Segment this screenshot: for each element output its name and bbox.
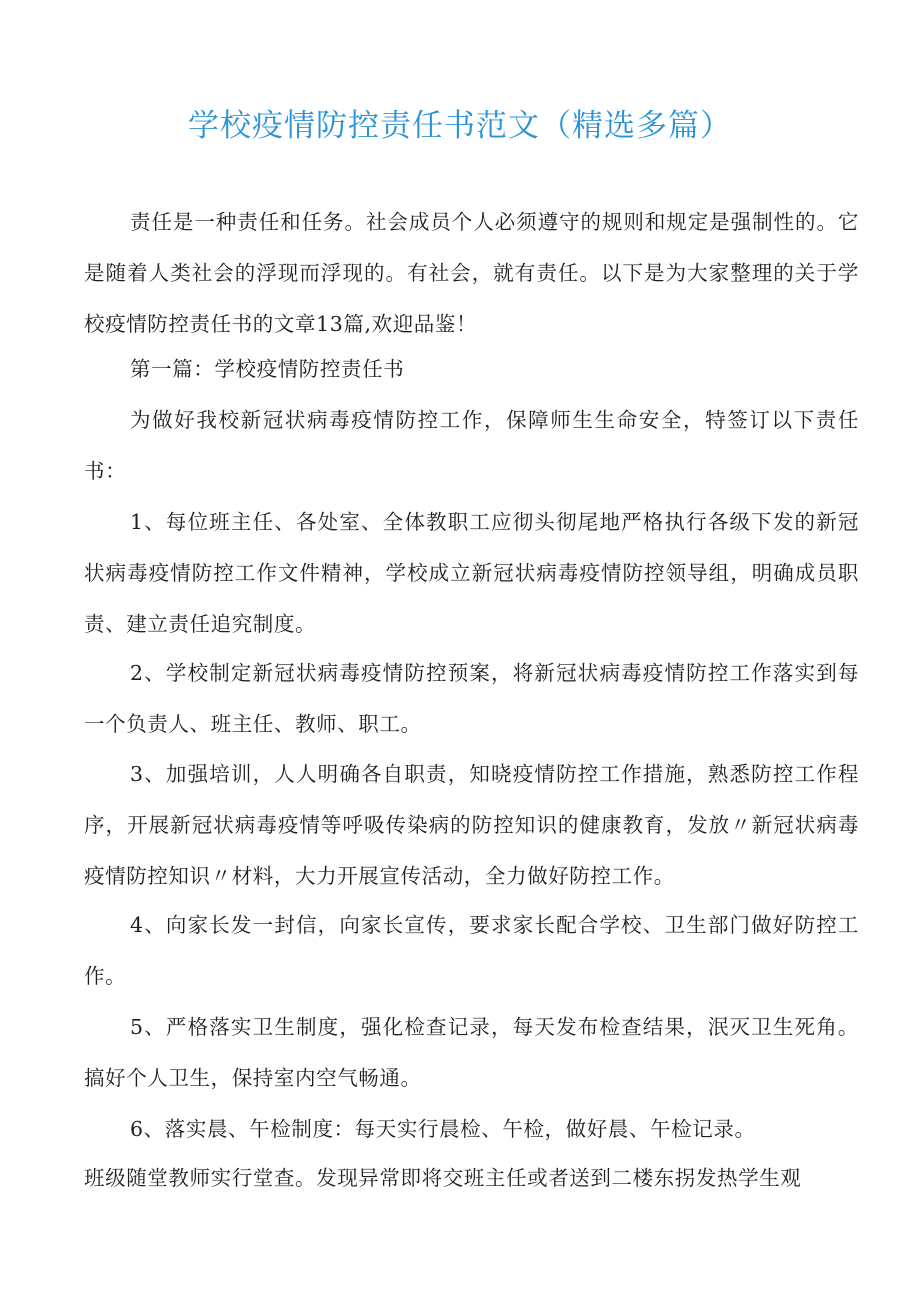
paragraph-chapter-heading: 第一篇：学校疫情防控责任书 xyxy=(130,357,405,381)
paragraph-item-3: 3、加强培训，人人明确各自职责，知晓疫情防控工作措施，熟悉防控工作程序，开展新冠状病毒疫情等呼吸传染病的防控知识的健康教育，发放〃新冠状病毒疫情防控知识〃材料，大力开展宣传活动，全力做好防控工作。 xyxy=(84,762,859,888)
document-title: 学校疫情防控责任书范文（精选多篇） xyxy=(188,108,732,144)
paragraph-continuation: 班级随堂教师实行堂查。发现异常即将交班主任或者送到二楼东拐发热学生观 xyxy=(84,1166,802,1190)
paragraph-preamble: 为做好我校新冠状病毒疫情防控工作，保障师生生命安全，特签订以下责任书： xyxy=(84,408,859,483)
paragraph-item-4: 4、向家长发一封信，向家长宣传，要求家长配合学校、卫生部门做好防控工作。 xyxy=(84,913,859,988)
paragraph-item-6: 6、落实晨、午检制度：每天实行晨检、午检，做好晨、午检记录。 xyxy=(130,1117,756,1141)
paragraph-item-2: 2、学校制定新冠状病毒疫情防控预案，将新冠状病毒疫情防控工作落实到每一个负责人、班主任、教师、职工。 xyxy=(84,661,859,736)
paragraph-intro: 责任是一种责任和任务。社会成员个人必须遵守的规则和规定是强制性的。它是随着人类社会的浮现而浮现的。有社会，就有责任。以下是为大家整理的关于学校疫情防控责任书的文章13篇,欢迎品鉴！ xyxy=(84,210,859,336)
paragraph-item-1: 1、每位班主任、各处室、全体教职工应彻头彻尾地严格执行各级下发的新冠状病毒疫情防控工作文件精神，学校成立新冠状病毒疫情防控领导组，明确成员职责、建立责任追究制度。 xyxy=(84,510,859,636)
paragraph-item-5: 5、严格落实卫生制度，强化检查记录，每天发布检查结果，泯灭卫生死角。搞好个人卫生，保持室内空气畅通。 xyxy=(84,1015,859,1090)
